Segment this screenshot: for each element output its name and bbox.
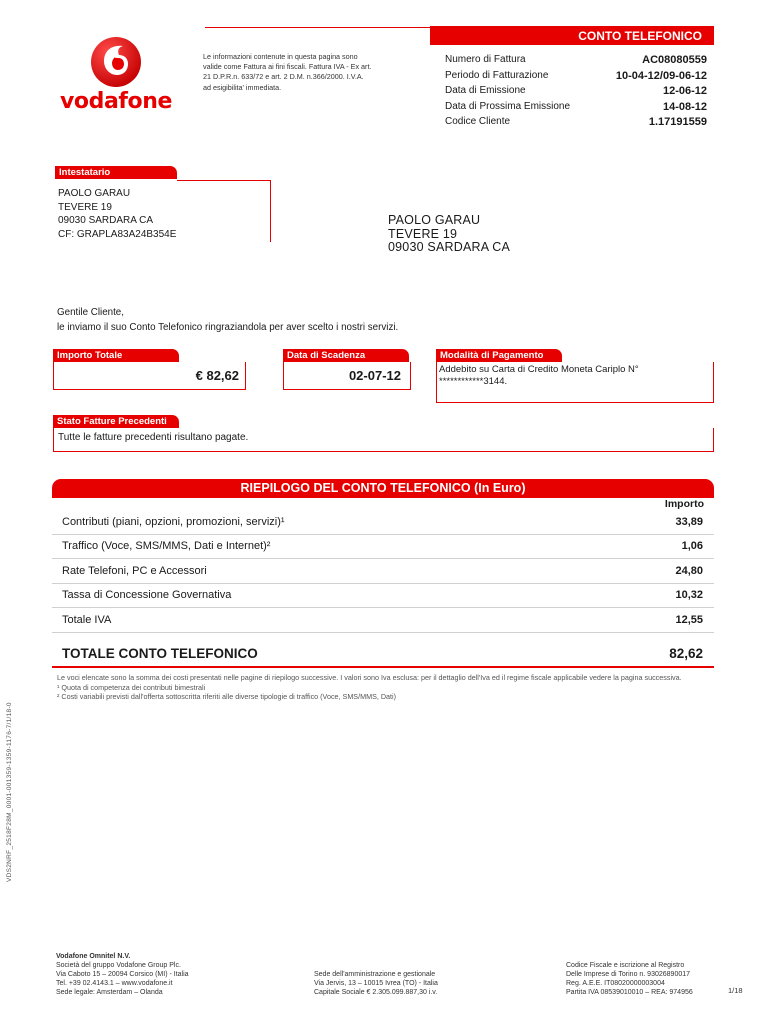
holder-street: TEVERE 19 bbox=[58, 201, 112, 213]
summary-row-label: Contributi (piani, opzioni, promozioni, servizi)¹ bbox=[62, 515, 285, 528]
due-date-label: Data di Scadenza bbox=[283, 349, 409, 362]
summary-row bbox=[52, 535, 714, 560]
summary-total-label: TOTALE CONTO TELEFONICO bbox=[62, 645, 258, 661]
invoice-row-number bbox=[445, 54, 707, 70]
invoice-title: CONTO TELEFONICO bbox=[430, 26, 714, 45]
invoice-details bbox=[445, 54, 707, 132]
invoice-row-customer-code bbox=[445, 116, 707, 132]
invoice-row-label: Numero di Fattura bbox=[445, 54, 526, 65]
holder-frame-side bbox=[270, 180, 271, 242]
summary-row-value: 33,89 bbox=[675, 515, 703, 528]
summary-row-value: 1,06 bbox=[681, 540, 703, 553]
invoice-row-label: Data di Prossima Emissione bbox=[445, 100, 571, 112]
header-divider bbox=[205, 27, 430, 28]
previous-invoices-text: Tutte le fatture precedenti risultano pagate. bbox=[58, 432, 249, 443]
summary-row bbox=[52, 510, 714, 535]
summary-row bbox=[52, 584, 714, 609]
footer-line: Partita IVA 08539010010 – REA: 974956 bbox=[566, 989, 693, 996]
summary-row-value: 24,80 bbox=[675, 564, 703, 577]
greeting bbox=[57, 306, 398, 335]
summary-row-label: Totale IVA bbox=[62, 613, 112, 626]
legal-notice: Le informazioni contenute in questa pagina sono valide come Fattura ai fini fiscali. Fattura IVA - Ex art. 21 D.P.R.n. 633/72 e art. 2 D.M. n.366/2000. I.V.A. ad esigibilita' immediata. bbox=[203, 52, 372, 92]
summary-row-label: Tassa di Concessione Governativa bbox=[62, 589, 232, 602]
greeting-salutation: Gentile Cliente, bbox=[57, 307, 124, 318]
footer-registry bbox=[566, 961, 693, 997]
invoice-row-period bbox=[445, 70, 707, 86]
footer-line: Reg. A.E.E. IT08020000003004 bbox=[566, 980, 665, 987]
summary-row-label: Rate Telefoni, PC e Accessori bbox=[62, 564, 207, 577]
brand-wordmark: vodafone bbox=[59, 89, 173, 114]
payment-method-label: Modalità di Pagamento bbox=[436, 349, 562, 362]
summary-note: Le voci elencate sono la somma dei costi presentati nelle pagine di riepilogo successive. I valori sono Iva esclusa: per il dettaglio dell'Iva ed il regime fiscale applicabile vedere la pagina successiva. bbox=[57, 673, 682, 682]
summary-total-value: 82,62 bbox=[669, 645, 703, 661]
footer-line: Società del gruppo Vodafone Group Plc. bbox=[56, 962, 181, 969]
footer-line: Delle Imprese di Torino n. 93026890017 bbox=[566, 971, 691, 978]
invoice-row-value: 10-04-12/09-06-12 bbox=[615, 69, 707, 82]
invoice-row-value: 1.17191559 bbox=[648, 116, 707, 128]
invoice-row-value: 14-08-12 bbox=[662, 100, 707, 113]
summary-title: RIEPILOGO DEL CONTO TELEFONICO (In Euro) bbox=[52, 479, 714, 498]
address-city: 09030 SARDARA CA bbox=[388, 240, 511, 254]
summary-total-row bbox=[52, 640, 714, 668]
holder-frame-top bbox=[177, 180, 271, 181]
summary-amount-header: Importo bbox=[664, 498, 704, 510]
summary-note: ² Costi variabili previsti dall'offerta sottoscritta riferiti alle diverse tipologie di traffico (Voce, SMS/MMS, Dati) bbox=[57, 692, 397, 702]
invoice-row-issue-date bbox=[445, 85, 707, 101]
holder-label: Intestatario bbox=[55, 166, 177, 179]
invoice-row-label: Periodo di Fatturazione bbox=[445, 69, 549, 81]
footer-line: Capitale Sociale € 2.305.099.887,30 i.v. bbox=[314, 989, 438, 996]
summary-row bbox=[52, 608, 714, 633]
invoice-row-label: Codice Cliente bbox=[445, 116, 511, 127]
footer-line: Sede legale: Amsterdam – Olanda bbox=[56, 989, 163, 996]
footer-company bbox=[56, 952, 189, 997]
invoice-row-value: 12-06-12 bbox=[662, 85, 707, 97]
holder-details bbox=[58, 187, 176, 241]
footer-line: Via Caboto 15 – 20094 Corsico (MI) - Italia bbox=[56, 971, 189, 978]
summary-row bbox=[52, 559, 714, 584]
holder-tax-code: CF: GRAPLA83A24B354E bbox=[58, 228, 177, 240]
address-name: PAOLO GARAU bbox=[388, 213, 481, 227]
page-number: 1/18 bbox=[728, 986, 743, 995]
previous-invoices-label: Stato Fatture Precedenti bbox=[53, 415, 179, 428]
invoice-row-label: Data di Emissione bbox=[445, 85, 526, 96]
holder-name: PAOLO GARAU bbox=[58, 188, 131, 199]
summary-notes bbox=[57, 673, 717, 702]
summary-row-label: Traffico (Voce, SMS/MMS, Dati e Internet)² bbox=[62, 540, 271, 553]
due-date-value: 02-07-12 bbox=[348, 368, 401, 383]
footer-line: Via Jervis, 13 – 10015 Ivrea (TO) - Italia bbox=[314, 980, 438, 987]
footer-company-name: Vodafone Omnitel N.V. bbox=[56, 953, 131, 960]
footer-admin bbox=[314, 970, 438, 997]
summary-table bbox=[52, 510, 714, 633]
footer-line: Tel. +39 02.4143.1 – www.vodafone.it bbox=[56, 980, 173, 987]
summary-note: ¹ Quota di competenza dei contributi bimestrali bbox=[57, 682, 206, 692]
payment-method-value: Addebito su Carta di Credito Moneta Cariplo N° ************3144. bbox=[439, 364, 639, 387]
document-reference-code: VDS2NRF_2518F28M_0001-001359-1359-1176-7/1/18-0 bbox=[6, 702, 13, 882]
holder-city: 09030 SARDARA CA bbox=[58, 215, 154, 226]
total-amount-label: Importo Totale bbox=[53, 349, 179, 362]
total-amount-value: € 82,62 bbox=[195, 368, 239, 383]
vodafone-speechmark-icon bbox=[90, 36, 142, 88]
footer-line: Sede dell'amministrazione e gestionale bbox=[314, 971, 436, 978]
invoice-row-value: AC08080559 bbox=[642, 54, 707, 66]
greeting-message: le inviamo il suo Conto Telefonico ringraziandola per aver scelto i nostri servizi. bbox=[57, 321, 399, 333]
summary-row-value: 12,55 bbox=[675, 613, 703, 626]
summary-row-value: 10,32 bbox=[675, 589, 703, 602]
footer-line: Codice Fiscale e iscrizione al Registro bbox=[566, 962, 685, 969]
invoice-row-next-issue bbox=[445, 101, 707, 117]
mailing-address bbox=[388, 214, 510, 255]
address-street: TEVERE 19 bbox=[388, 226, 458, 241]
